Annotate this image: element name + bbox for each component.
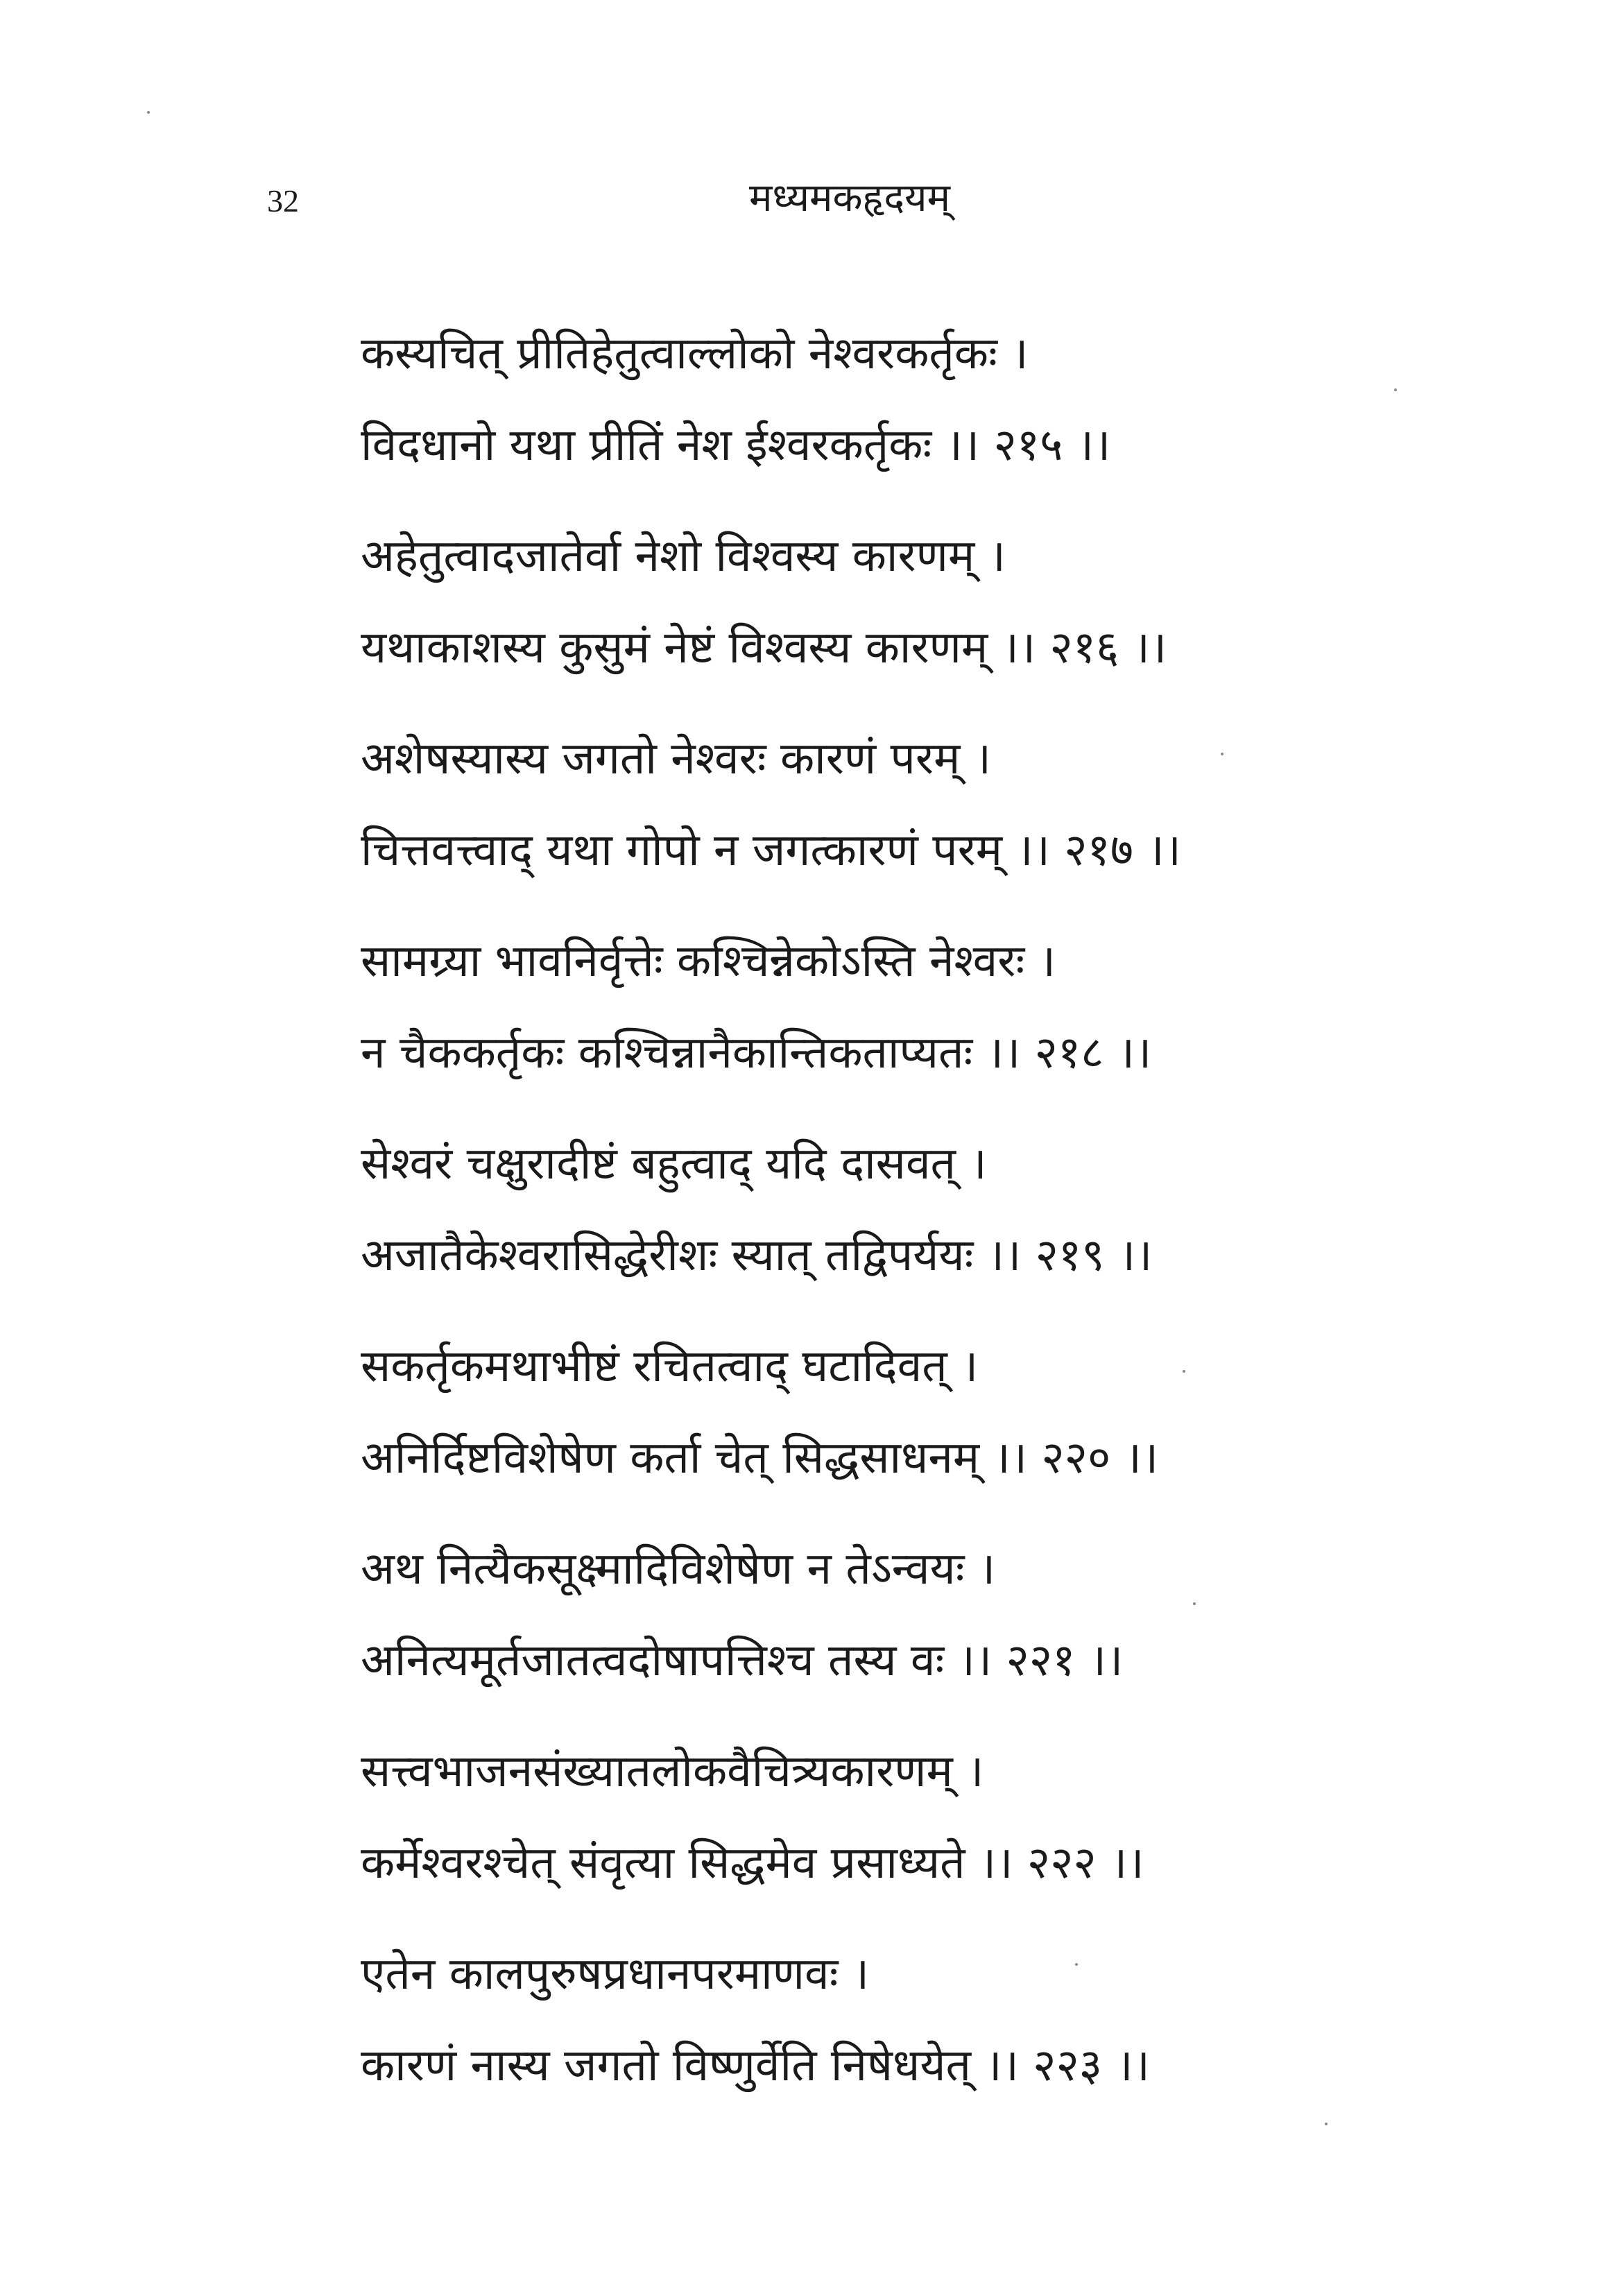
- verse-line-2: कारणं नास्य जगतो विष्णुर्वेति निषेधयेत् ।। २२३ ।।: [361, 2040, 1150, 2091]
- verse-line-2: अनित्यमूर्तजातत्वदोषापत्तिश्च तस्य वः ।। २२१ ।।: [361, 1635, 1124, 1686]
- verse-line-2: कर्मेश्वरश्चेत् संवृत्या सिद्धमेव प्रसाध्यते ।। २२२ ।।: [361, 1837, 1144, 1889]
- verse-222: [361, 1744, 1443, 1946]
- scan-speck: [1325, 2123, 1328, 2125]
- verse-216: [361, 529, 1443, 731]
- scan-speck: [1183, 1370, 1185, 1373]
- verse-line-2: अनिर्दिष्टविशेषेण कर्ता चेत् सिद्धसाधनम् ।। २२० ।।: [361, 1432, 1159, 1484]
- verse-line-1: सत्त्वभाजनसंख्यातलोकवैचित्र्यकारणम् ।: [361, 1746, 984, 1797]
- verse-218: [361, 934, 1443, 1136]
- scan-speck: [147, 111, 150, 114]
- verse-223: [361, 1946, 1443, 2149]
- verse-217: [361, 731, 1443, 934]
- verse-220: [361, 1339, 1443, 1541]
- page-number: 32: [267, 183, 299, 219]
- verse-221: [361, 1541, 1443, 1744]
- verse-line-1: कस्यचित् प्रीतिहेतुत्वाल्लोको नेश्वरकर्तृकः ।: [361, 328, 1029, 379]
- verse-line-2: चित्तवत्त्वाद् यथा गोपो न जगत्कारणं परम् ।। २१७ ।।: [361, 825, 1181, 876]
- verse-line-2: विदधानो यथा प्रीतिं नेश ईश्वरकर्तृकः ।। २१५ ।।: [361, 420, 1111, 471]
- verse-219: [361, 1136, 1443, 1339]
- running-head: मध्यमकहृदयम्: [749, 175, 951, 221]
- verse-line-2: न चैककर्तृकः कश्चिन्नानैकान्तिकताप्यतः ।। २१८ ।।: [361, 1027, 1152, 1079]
- verse-line-1: अहेतुत्वादजातेर्वा नेशो विश्वस्य कारणम् ।: [361, 531, 1006, 582]
- scan-speck: [1221, 753, 1223, 755]
- verse-block: [361, 326, 1443, 2149]
- verse-215: [361, 326, 1443, 529]
- verse-line-1: एतेन कालपुरुषप्रधानपरमाणवः ।: [361, 1948, 870, 2000]
- verse-line-1: अथ नित्यैकसूक्ष्मादिविशेषेण न तेऽन्वयः ।: [361, 1543, 996, 1595]
- scan-speck: [1075, 1963, 1078, 1966]
- scan-speck: [1394, 388, 1397, 391]
- scan-speck: [1193, 1602, 1196, 1605]
- verse-line-1: सकर्तृकमथाभीष्टं रचितत्वाद् घटादिवत् ।: [361, 1341, 979, 1392]
- verse-line-2: यथाकाशस्य कुसुमं नेष्टं विश्वस्य कारणम् ।। २१६ ।।: [361, 622, 1167, 674]
- verse-line-1: अशेषस्यास्य जगतो नेश्वरः कारणं परम् ।: [361, 733, 991, 785]
- verse-line-1: सामग्र्या भावनिर्वृत्तेः कश्चिन्नेकोऽस्ति नेश्वरः ।: [361, 936, 1056, 987]
- verse-line-1: सेश्वरं चक्षुरादीष्टं बहुत्वाद् यदि दासवत् ।: [361, 1138, 987, 1190]
- verse-line-2: अजातैकेश्वरासिद्धेरीशः स्यात् तद्विपर्ययः ।। २१९ ।।: [361, 1230, 1153, 1281]
